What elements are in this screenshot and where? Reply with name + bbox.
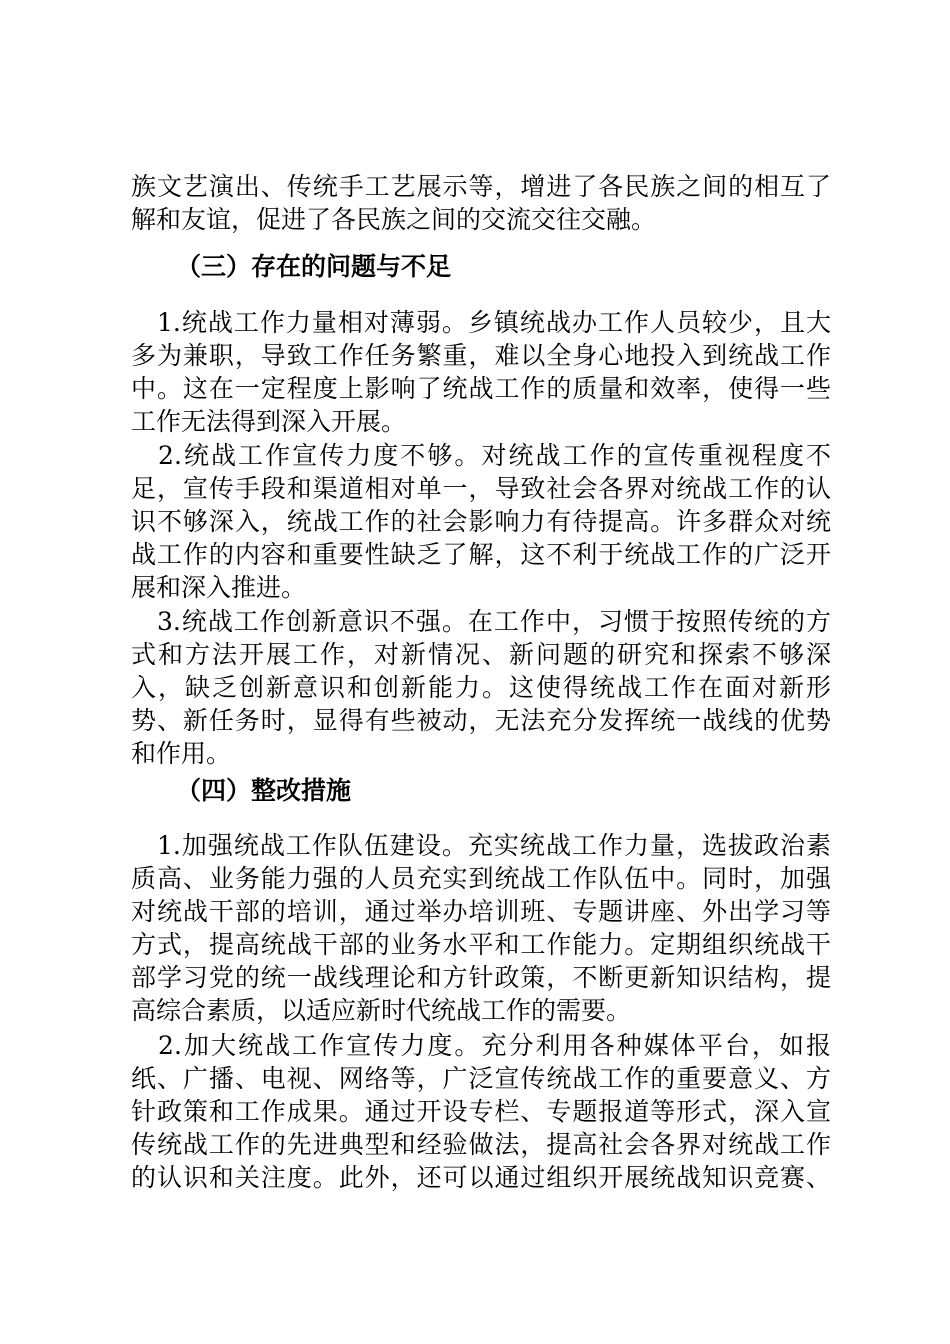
text-line: 2.统战工作宣传力度不够。对统战工作的宣传重视程度不	[131, 441, 831, 470]
text-line: 方式，提高统战干部的业务水平和工作能力。定期组织统战干	[131, 930, 831, 959]
text-line: 战工作的内容和重要性缺乏了解，这不利于统战工作的广泛开	[131, 540, 831, 569]
section4-item-2	[131, 1029, 831, 1194]
text-line: 1.加强统战工作队伍建设。充实统战工作力量，选拔政治素	[131, 831, 831, 860]
text-line: 高综合素质，以适应新时代统战工作的需要。	[131, 996, 632, 1025]
text-line: 3.统战工作创新意识不强。在工作中，习惯于按照传统的方	[131, 607, 831, 636]
text-line: 解和友谊，促进了各民族之间的交流交往交融。	[131, 205, 657, 234]
text-line: 识不够深入，统战工作的社会影响力有待提高。许多群众对统	[131, 507, 831, 536]
text-line: 展和深入推进。	[131, 573, 307, 602]
text-line: 质高、业务能力强的人员充实到统战工作队伍中。同时，加强	[131, 864, 831, 893]
section-heading-3: （三）存在的问题与不足	[176, 252, 452, 281]
text-line: 势、新任务时，显得有些被动，无法充分发挥统一战线的优势	[131, 706, 831, 735]
section4-item-1	[131, 829, 831, 1027]
text-line: 式和方法开展工作，对新情况、新问题的研究和探索不够深	[131, 640, 831, 669]
text-line: 2.加大统战工作宣传力度。充分利用各种媒体平台，如报	[131, 1031, 831, 1060]
text-line: 针政策和工作成果。通过开设专栏、专题报道等形式，深入宣	[131, 1097, 831, 1126]
intro-paragraph	[131, 170, 831, 236]
text-line: 足，宣传手段和渠道相对单一，导致社会各界对统战工作的认	[131, 474, 831, 503]
section3-item-2	[131, 439, 831, 604]
section3-item-1	[131, 306, 831, 438]
text-line: 纸、广播、电视、网络等，广泛宣传统战工作的重要意义、方	[131, 1064, 831, 1093]
text-line: 中。这在一定程度上影响了统战工作的质量和效率，使得一些	[131, 374, 831, 403]
text-line: 的认识和关注度。此外，还可以通过组织开展统战知识竞赛、	[131, 1163, 831, 1192]
text-line: 和作用。	[131, 739, 232, 768]
text-line: 族文艺演出、传统手工艺展示等，增进了各民族之间的相互了	[131, 172, 831, 201]
section3-item-3	[131, 605, 831, 770]
text-line: 入，缺乏创新意识和创新能力。这使得统战工作在面对新形	[131, 673, 831, 702]
text-line: 部学习党的统一战线理论和方针政策，不断更新知识结构，提	[131, 963, 831, 992]
text-line: 传统战工作的先进典型和经验做法，提高社会各界对统战工作	[131, 1130, 831, 1159]
text-line: 1.统战工作力量相对薄弱。乡镇统战办工作人员较少，且大	[131, 308, 831, 337]
text-line: 对统战干部的培训，通过举办培训班、专题讲座、外出学习等	[131, 897, 831, 926]
text-line: 多为兼职，导致工作任务繁重，难以全身心地投入到统战工作	[131, 341, 831, 370]
text-line: 工作无法得到深入开展。	[131, 407, 407, 436]
section-heading-4: （四）整改措施	[176, 776, 352, 805]
